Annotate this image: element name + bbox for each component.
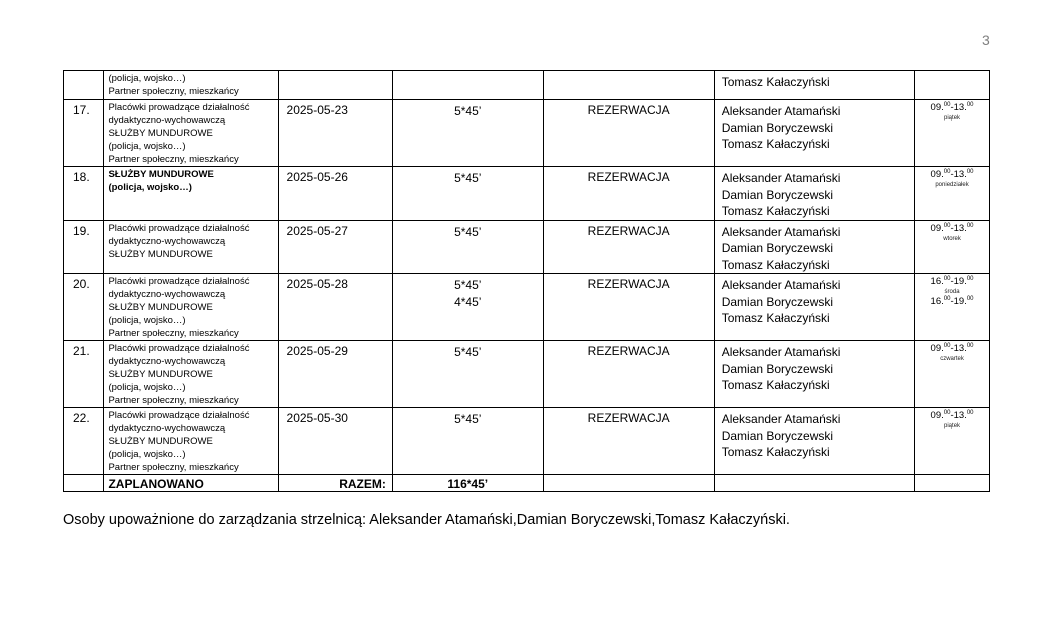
person-name: Aleksander Atamański	[721, 345, 841, 359]
row-status: REZERWACJA	[543, 341, 714, 408]
person-name: Aleksander Atamański	[721, 171, 841, 185]
cell-group	[104, 274, 278, 341]
cell-persons	[714, 220, 914, 274]
cell-number	[64, 71, 104, 100]
time-start: 09.	[930, 102, 944, 113]
row-status: REZERWACJA	[543, 408, 714, 475]
time-start: 09.	[930, 222, 944, 234]
time-end-minutes: 00	[966, 296, 974, 302]
person-name: Tomasz Kałaczyński	[721, 204, 830, 218]
cell-persons	[714, 100, 914, 167]
cell-modules	[392, 408, 543, 475]
group-line: SŁUŻBY MUNDUROWE	[108, 369, 213, 380]
time-end-minutes: 00	[966, 410, 974, 416]
schedule-row	[64, 341, 990, 408]
time-range	[915, 410, 989, 422]
day-of-week: piątek	[944, 115, 961, 121]
cell-time	[915, 167, 990, 221]
time-start-minutes: 00	[943, 222, 951, 229]
page-number: 3	[982, 32, 990, 48]
cell-time	[915, 475, 990, 492]
cell-time	[915, 220, 990, 274]
person-name: Tomasz Kałaczyński	[721, 378, 830, 392]
group-line: (policja, wojsko…)	[108, 73, 186, 84]
group-line: Placówki prowadzące działalność	[108, 102, 250, 113]
time-end: -13.	[950, 222, 967, 234]
row-date: 2025-05-28	[278, 274, 392, 341]
cell-persons	[714, 71, 914, 100]
module-count: 5*45’	[454, 278, 482, 292]
cell-group	[104, 100, 278, 167]
time-start: 09.	[930, 343, 944, 354]
row-status: REZERWACJA	[543, 220, 714, 274]
time-end: -13.	[950, 102, 967, 113]
group-line: (policja, wojsko…)	[108, 449, 186, 460]
row-status: REZERWACJA	[543, 167, 714, 221]
total-label: ZAPLANOWANO	[104, 475, 278, 492]
cell-modules	[392, 341, 543, 408]
cell-number	[64, 475, 104, 492]
time-start-minutes: 00	[943, 276, 951, 282]
row-number: 22.	[64, 408, 104, 475]
person-name: Damian Boryczewski	[721, 241, 834, 255]
group-line: Partner społeczny, mieszkańcy	[108, 154, 239, 165]
time-range	[915, 276, 989, 288]
group-line: dydaktyczno-wychowawczą	[108, 115, 226, 126]
row-number: 19.	[64, 220, 104, 274]
day-of-week: poniedziałek	[935, 182, 969, 188]
time-range	[915, 296, 989, 308]
schedule-row	[64, 408, 990, 475]
time-start: 16.	[930, 296, 944, 307]
cell-group	[104, 71, 278, 100]
cell-modules	[392, 220, 543, 274]
row-date: 2025-05-30	[278, 408, 392, 475]
person-name: Damian Boryczewski	[721, 361, 834, 376]
day-of-week: środa	[944, 289, 960, 295]
row-date: 2025-05-23	[278, 100, 392, 167]
row-date: 2025-05-27	[278, 220, 392, 274]
day-of-week: wtorek	[943, 235, 961, 242]
time-end-minutes: 00	[966, 343, 974, 349]
cell-group	[104, 408, 278, 475]
group-line: (policja, wojsko…)	[108, 141, 186, 152]
authorized-persons-note: Osoby upoważnione do zarządzania strzelnicą: Aleksander Atamański,Damian Boryczewski,Tomasz Kałaczyński.	[63, 512, 790, 528]
group-line: Placówki prowadzące działalność	[108, 343, 250, 354]
group-line: dydaktyczno-wychowawczą	[108, 289, 226, 300]
group-line: (policja, wojsko…)	[108, 382, 186, 393]
cell-persons	[714, 408, 914, 475]
row-status: REZERWACJA	[543, 100, 714, 167]
group-line: dydaktyczno-wychowawczą	[108, 356, 226, 367]
cell-time	[915, 341, 990, 408]
time-end: -13.	[950, 169, 967, 180]
cell-time	[915, 100, 990, 167]
row-date: 2025-05-26	[278, 167, 392, 221]
time-range	[915, 102, 989, 114]
person-name: Damian Boryczewski	[721, 294, 834, 309]
time-range	[915, 343, 989, 355]
cell-time	[915, 71, 990, 100]
person-name: Damian Boryczewski	[721, 428, 834, 443]
row-status: REZERWACJA	[543, 274, 714, 341]
time-start: 09.	[930, 410, 944, 421]
continuation-row	[64, 71, 990, 100]
time-end-minutes: 00	[966, 222, 974, 229]
group-line: Placówki prowadzące działalność	[108, 276, 250, 287]
row-number: 18.	[64, 167, 104, 221]
time-start-minutes: 00	[943, 296, 951, 302]
cell-time	[915, 274, 990, 341]
group-line: Partner społeczny, mieszkańcy	[108, 462, 239, 473]
person-name: Aleksander Atamański	[721, 224, 841, 239]
person-name: Tomasz Kałaczyński	[721, 75, 830, 89]
module-count: 5*45’	[454, 224, 482, 239]
row-date: 2025-05-29	[278, 341, 392, 408]
schedule-table	[63, 70, 990, 492]
time-start: 09.	[930, 169, 944, 180]
cell-persons	[714, 167, 914, 221]
cell-modules	[392, 71, 543, 100]
schedule-row	[64, 100, 990, 167]
cell-group	[104, 341, 278, 408]
module-count: 5*45’	[454, 104, 482, 118]
person-name: Damian Boryczewski	[721, 187, 834, 202]
time-end-minutes: 00	[966, 102, 974, 108]
cell-status	[543, 71, 714, 100]
schedule-row	[64, 167, 990, 221]
group-line: SŁUŻBY MUNDUROWE	[108, 128, 213, 139]
total-razem-label: RAZEM:	[278, 475, 392, 492]
group-line: SŁUŻBY MUNDUROWE	[108, 302, 213, 313]
group-line: dydaktyczno-wychowawczą	[108, 235, 226, 247]
time-end-minutes: 00	[966, 169, 974, 175]
time-range	[915, 223, 989, 235]
time-start: 16.	[930, 276, 944, 287]
row-number: 17.	[64, 100, 104, 167]
module-count: 4*45’	[454, 294, 482, 309]
person-name: Aleksander Atamański	[721, 412, 841, 426]
time-start-minutes: 00	[943, 410, 951, 416]
cell-persons	[714, 475, 914, 492]
group-line: dydaktyczno-wychowawczą	[108, 423, 226, 434]
schedule-row	[64, 220, 990, 274]
cell-group	[104, 220, 278, 274]
person-name: Aleksander Atamański	[721, 278, 841, 292]
total-value: 116*45’	[392, 475, 543, 492]
group-line: Partner społeczny, mieszkańcy	[108, 328, 239, 339]
cell-persons	[714, 341, 914, 408]
module-count: 5*45’	[454, 345, 482, 359]
day-of-week: piątek	[944, 423, 961, 429]
group-line: Partner społeczny, mieszkańcy	[108, 395, 239, 406]
schedule-row	[64, 274, 990, 341]
module-count: 5*45’	[454, 171, 482, 185]
group-line: (policja, wojsko…)	[108, 315, 186, 326]
time-range	[915, 169, 989, 181]
cell-time	[915, 408, 990, 475]
group-line: SŁUŻBY MUNDUROWE	[108, 248, 213, 260]
time-start-minutes: 00	[943, 102, 951, 108]
person-name: Tomasz Kałaczyński	[721, 257, 830, 272]
time-end: -19.	[950, 296, 967, 307]
time-start-minutes: 00	[943, 169, 951, 175]
time-end: -13.	[950, 410, 967, 421]
cell-date	[278, 71, 392, 100]
person-name: Damian Boryczewski	[721, 120, 834, 135]
group-line: SŁUŻBY MUNDUROWE	[108, 436, 213, 447]
totals-row	[64, 475, 990, 492]
time-end: -13.	[950, 343, 967, 354]
group-line: Partner społeczny, mieszkańcy	[108, 86, 239, 97]
cell-persons	[714, 274, 914, 341]
time-end-minutes: 00	[966, 276, 974, 282]
group-line: Placówki prowadzące działalność	[108, 410, 250, 421]
time-end: -19.	[950, 276, 967, 287]
person-name: Tomasz Kałaczyński	[721, 311, 830, 325]
person-name: Tomasz Kałaczyński	[721, 445, 830, 459]
row-number: 21.	[64, 341, 104, 408]
cell-modules	[392, 274, 543, 341]
cell-group	[104, 167, 278, 221]
group-line: (policja, wojsko…)	[108, 182, 192, 193]
cell-modules	[392, 167, 543, 221]
person-name: Aleksander Atamański	[721, 104, 841, 118]
group-line: Placówki prowadzące działalność	[108, 222, 250, 234]
cell-modules	[392, 100, 543, 167]
day-of-week: czwartek	[940, 356, 964, 362]
person-name: Tomasz Kałaczyński	[721, 137, 830, 151]
group-line: SŁUŻBY MUNDUROWE	[108, 169, 214, 180]
module-count: 5*45’	[454, 412, 482, 426]
cell-status	[543, 475, 714, 492]
time-start-minutes: 00	[943, 343, 951, 349]
row-number: 20.	[64, 274, 104, 341]
